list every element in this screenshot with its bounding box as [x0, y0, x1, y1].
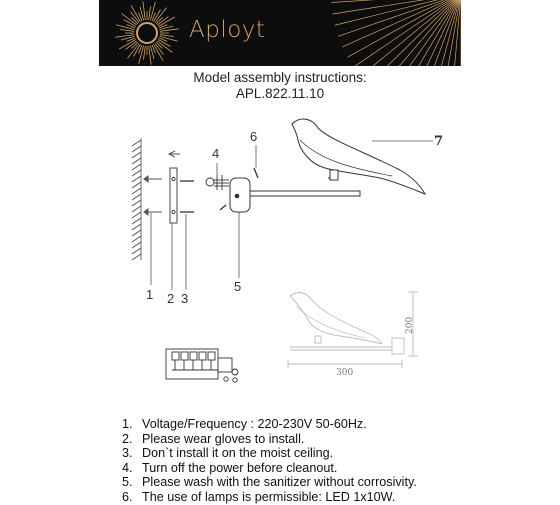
list-item: 3. Don`t install it on the moist ceiling.	[122, 446, 334, 461]
part-label-4: 4	[212, 146, 220, 161]
lamp-arm	[250, 191, 360, 196]
instructions-list	[122, 417, 417, 505]
part-label-2: 2	[167, 291, 175, 306]
direction-arrow	[169, 151, 180, 157]
part-label-1: 1	[146, 287, 154, 302]
wall-screws	[144, 176, 162, 215]
wiring-terminal-block	[166, 349, 238, 382]
part-label-5: 5	[234, 279, 242, 294]
lamp-base	[230, 178, 250, 212]
list-item: 5. Please wash with the sanitizer without corrosivity.	[122, 475, 417, 490]
dimension-drawing	[288, 292, 418, 368]
model-number: APL.822.11.10	[235, 86, 325, 101]
brand-logo: Aployt	[189, 17, 266, 43]
plate-screws	[180, 181, 194, 212]
leader-lines	[151, 141, 433, 290]
list-item: 2. Please wear gloves to install.	[122, 431, 305, 446]
dimension-width: 300	[336, 368, 354, 378]
bird-shade	[292, 119, 425, 194]
list-item: 1. Voltage/Frequency : 220-230V 50-60Hz.	[122, 417, 367, 431]
wall	[132, 138, 141, 260]
page-title: Model assembly instructions:	[193, 70, 367, 85]
list-item: 6. The use of lamps is permissible: LED 1x10W.	[122, 489, 396, 504]
wire-connector	[206, 175, 229, 190]
part-label-3: 3	[181, 291, 189, 306]
part-label-7: 7	[434, 134, 444, 149]
dimension-height: 200	[405, 316, 415, 334]
list-item: 4. Turn off the power before cleanout.	[122, 460, 338, 475]
part-label-6: 6	[250, 129, 258, 144]
mounting-plate	[170, 168, 177, 223]
